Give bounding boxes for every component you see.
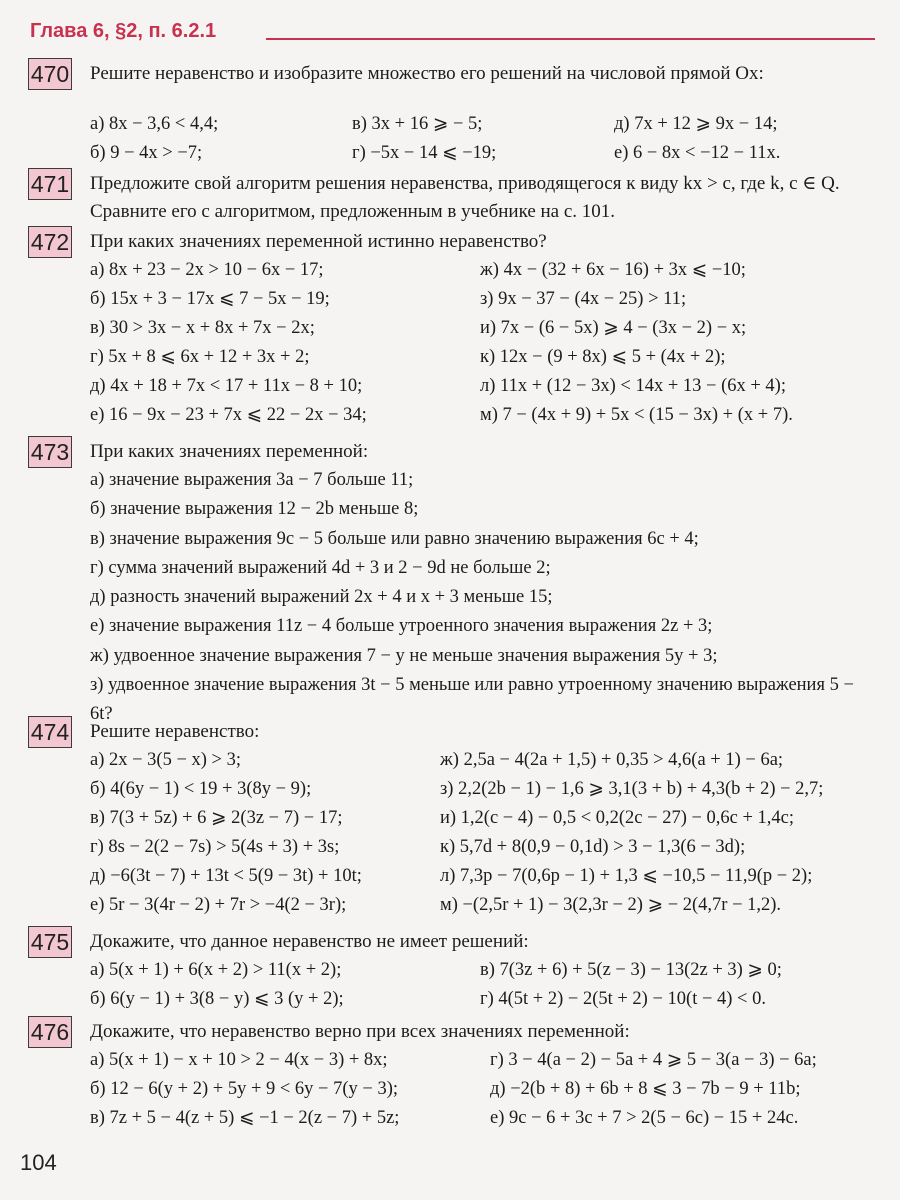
problem-item: з) 9x − 37 − (4x − 25) > 11;: [480, 289, 687, 309]
problem-items: [90, 1046, 880, 1133]
problem-statement: Предложите свой алгоритм решения неравенства, приводящегося к виду kx > c, где k, c ∈ Q. Сравните его с алгоритмом, предложенным в учебнике на с. 101.: [90, 173, 840, 222]
problem-item: в) 7(3z + 6) + 5(z − 3) − 13(2z + 3) ⩾ 0;: [480, 960, 782, 980]
problem-item: в) 3x + 16 ⩾ − 5;: [352, 114, 483, 134]
problem-number-badge: 470: [28, 58, 72, 90]
problem-statement: При каких значениях переменной истинно неравенство?: [90, 231, 547, 252]
problem-statement: При каких значениях переменной:: [90, 441, 369, 462]
problem-item: д) разность значений выражений 2x + 4 и x + 3 меньше 15;: [90, 587, 553, 608]
problem-item: ж) 2,5a − 4(2a + 1,5) + 0,35 > 4,6(a + 1) − 6a;: [440, 750, 784, 770]
problem-item: а) 5(x + 1) + 6(x + 2) > 11(x + 2);: [90, 960, 342, 980]
problem-item: и) 1,2(c − 4) − 0,5 < 0,2(2c − 27) − 0,6c + 1,4c;: [440, 808, 795, 828]
problem-item: м) −(2,5r + 1) − 3(2,3r − 2) ⩾ − 2(4,7r − 1,2).: [440, 895, 782, 915]
problem-item: з) удвоенное значение выражения 3t − 5 меньше или равно утроенному значению выражения 5 − 6t?: [90, 675, 854, 725]
problem-item: в) 30 > 3x − x + 8x + 7x − 2x;: [90, 318, 315, 338]
problem-item: а) 8x − 3,6 < 4,4;: [90, 114, 219, 134]
problem-number-badge: 471: [28, 168, 72, 200]
problem-number-badge: 475: [28, 926, 72, 958]
problem-item: б) 4(6y − 1) < 19 + 3(8y − 9);: [90, 779, 312, 799]
problem-item: в) значение выражения 9c − 5 больше или равно значению выражения 6c + 4;: [90, 528, 699, 549]
problem-item: а) 2x − 3(5 − x) > 3;: [90, 750, 242, 770]
problem-number-badge: 472: [28, 226, 72, 258]
problem-item: б) 6(y − 1) + 3(8 − y) ⩽ 3 (y + 2);: [90, 989, 344, 1009]
problem-item: к) 5,7d + 8(0,9 − 0,1d) > 3 − 1,3(6 − 3d);: [440, 837, 746, 857]
problem-item: к) 12x − (9 + 8x) ⩽ 5 + (4x + 2);: [480, 347, 726, 367]
problem-item: е) значение выражения 11z − 4 больше утроенного значения выражения 2z + 3;: [90, 616, 713, 637]
problem-item: г) 4(5t + 2) − 2(5t + 2) − 10(t − 4) < 0.: [480, 989, 766, 1009]
problem-item: б) значение выражения 12 − 2b меньше 8;: [90, 499, 419, 520]
problem-item: г) −5x − 14 ⩽ −19;: [352, 143, 497, 163]
problem-item: д) 7x + 12 ⩾ 9x − 14;: [614, 114, 778, 134]
problem-item: д) −6(3t − 7) + 13t < 5(9 − 3t) + 10t;: [90, 866, 362, 886]
chapter-header: [30, 16, 875, 48]
problem-items: [90, 746, 880, 920]
problem-statement: Решите неравенство и изобразите множество его решений на числовой прямой Ox:: [90, 63, 764, 84]
problem-items: [90, 256, 880, 430]
problem-statement: Докажите, что неравенство верно при всех значениях переменной:: [90, 1021, 630, 1042]
problem-items: [90, 110, 880, 168]
problem-item: г) 5x + 8 ⩽ 6x + 12 + 3x + 2;: [90, 347, 310, 367]
problem-item: ж) 4x − (32 + 6x − 16) + 3x ⩽ −10;: [480, 260, 746, 280]
problem-item: д) −2(b + 8) + 6b + 8 ⩽ 3 − 7b − 9 + 11b;: [490, 1079, 801, 1099]
problem-item: ж) удвоенное значение выражения 7 − y не меньше значения выражения 5y + 3;: [90, 645, 718, 666]
problem-item: д) 4x + 18 + 7x < 17 + 11x − 8 + 10;: [90, 376, 363, 396]
problem-item: е) 9c − 6 + 3c + 7 > 2(5 − 6c) − 15 + 24c.: [490, 1108, 799, 1128]
problem-item: а) 5(x + 1) − x + 10 > 2 − 4(x − 3) + 8x;: [90, 1050, 388, 1070]
problem-item: б) 9 − 4x > −7;: [90, 143, 203, 163]
problem-item: г) сумма значений выражений 4d + 3 и 2 − 9d не больше 2;: [90, 557, 551, 578]
problem-item: е) 6 − 8x < −12 − 11x.: [614, 143, 781, 163]
problem-item: в) 7z + 5 − 4(z + 5) ⩽ −1 − 2(z − 7) + 5z;: [90, 1108, 400, 1128]
problem-item: л) 7,3p − 7(0,6p − 1) + 1,3 ⩽ −10,5 − 11,9(p − 2);: [440, 866, 813, 886]
problem-item: м) 7 − (4x + 9) + 5x < (15 − 3x) + (x + 7).: [480, 405, 793, 425]
chapter-title: Глава 6, §2, п. 6.2.1: [30, 20, 217, 42]
problem-item: з) 2,2(2b − 1) − 1,6 ⩾ 3,1(3 + b) + 4,3(b + 2) − 2,7;: [440, 779, 824, 799]
problem-item: а) 8x + 23 − 2x > 10 − 6x − 17;: [90, 260, 324, 280]
problem-number-badge: 474: [28, 716, 72, 748]
page-number: 104: [20, 1150, 57, 1175]
problem-item: б) 12 − 6(y + 2) + 5y + 9 < 6y − 7(y − 3);: [90, 1079, 399, 1099]
problem-statement: Решите неравенство:: [90, 721, 260, 742]
problem-item: а) значение выражения 3a − 7 больше 11;: [90, 470, 414, 490]
problem-item: е) 5r − 3(4r − 2) + 7r > −4(2 − 3r);: [90, 895, 347, 915]
problem-item: г) 8s − 2(2 − 7s) > 5(4s + 3) + 3s;: [90, 837, 340, 857]
problem-item: е) 16 − 9x − 23 + 7x ⩽ 22 − 2x − 34;: [90, 405, 367, 425]
problem-items: [90, 956, 880, 1014]
problem-statement: Докажите, что данное неравенство не имеет решений:: [90, 931, 529, 952]
problem-items: [90, 466, 880, 730]
problem-item: в) 7(3 + 5z) + 6 ⩾ 2(3z − 7) − 17;: [90, 808, 343, 828]
problem-item: л) 11x + (12 − 3x) < 14x + 13 − (6x + 4);: [480, 376, 786, 396]
problem-item: г) 3 − 4(a − 2) − 5a + 4 ⩾ 5 − 3(a − 3) − 6a;: [490, 1050, 817, 1070]
problem-item: и) 7x − (6 − 5x) ⩾ 4 − (3x − 2) − x;: [480, 318, 747, 338]
header-rule: [266, 38, 875, 40]
problem-number-badge: 473: [28, 436, 72, 468]
problem-item: б) 15x + 3 − 17x ⩽ 7 − 5x − 19;: [90, 289, 330, 309]
problem-number-badge: 476: [28, 1016, 72, 1048]
